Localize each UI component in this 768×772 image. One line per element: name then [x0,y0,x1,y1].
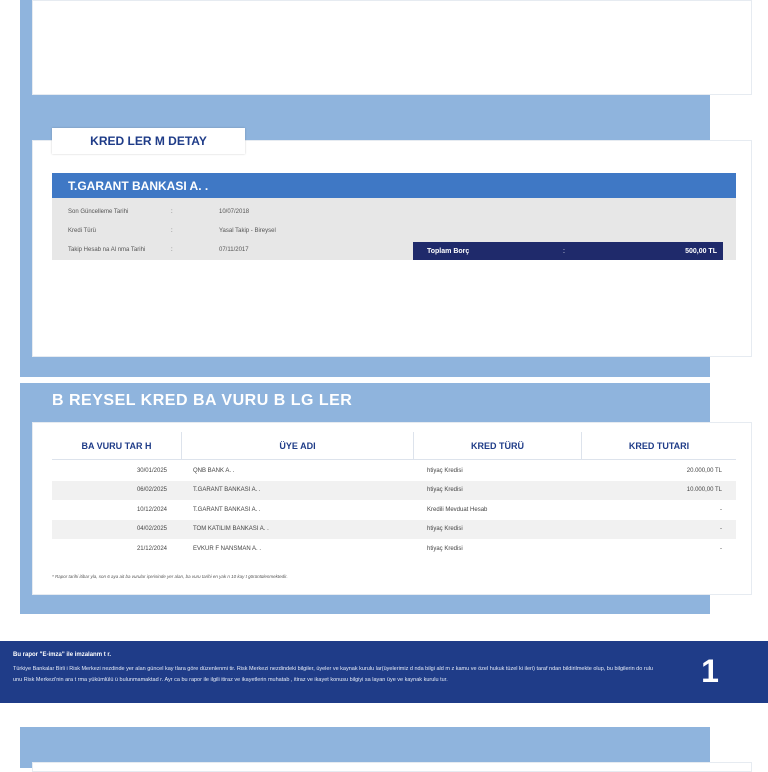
info-value: Yasal Takip - Bireysel [219,228,276,234]
cell-date: 10/12/2024 [136,506,167,513]
cell-member: QNB BANK A. . [193,467,235,474]
applications-table-header [52,432,736,460]
cell-date: 21/12/2024 [136,545,167,552]
cell-type: htiyaç Kredisi [427,487,463,494]
column-header-date: BA VURU TAR H [81,440,152,451]
footer-disclaimer: Türkiye Bankalar Birli i Risk Merkezi nezdinde yer alan güncel kay tlara göre düzenlenmi tir. Risk Merkezi nezdindeki bilgiler, üyeler ve kaynak kurulu lar(üyelerimiz d nda bilgi ald m z kamu ve özel hukuk tüzel ki ileri) taraf ndan bildirilmekte olup, bu bilgilerin do rulu unu Risk Merkezi'nin ara t rma yükümlülü ü bulunmamaktad r. Ayr ca bu rapor ile ilgili itiraz ve ikayetlerin muhatab , itiraz ve ikayet konusu bilgiyi sa layan üye ve kaynak kurulu tur. [13,666,653,683]
cell-member: EVKUR F NANSMAN A. . [193,545,262,552]
cell-type: htiyaç Kredisi [427,467,463,474]
total-debt-colon: : [563,242,573,260]
applications-title: B REYSEL KRED BA VURU B LG LER [52,392,353,409]
cell-type: Kredili Mevduat Hesab [427,506,488,513]
cell-amount: - [720,526,722,533]
table-row [52,481,736,501]
total-debt-label: Toplam Borç [413,242,563,260]
bank-name-bar: T.GARANT BANKASI A. . [52,173,736,198]
info-value: 07/11/2017 [219,247,249,253]
applications-footnote: * Rapor tarihi itibar yla, son 6 aya ait ba vurular içerisinde yer alan, ba vuru tarihi en yak n 10 kay t görüntülenmektedir. [52,574,288,579]
cell-date: 06/02/2025 [136,487,167,494]
total-debt-value: 500,00 TL [573,242,723,260]
table-row [52,500,736,520]
table-row [52,520,736,540]
info-colon: : [171,228,173,234]
e-signature-title: Bu rapor "E-imza" ile imzalanm t r. [13,652,112,658]
cell-date: 04/02/2025 [136,526,167,533]
cell-member: T.GARANT BANKASI A. . [193,506,261,513]
report-footer [0,641,768,703]
table-row [52,539,736,559]
cell-date: 30/01/2025 [136,467,167,474]
page-number: 1 [701,653,719,689]
cell-member: T.GARANT BANKASI A. . [193,487,261,494]
info-value: 10/07/2018 [219,209,250,215]
applications-table-body [52,461,736,559]
info-label: Kredi Türü [68,228,96,234]
cell-amount: 10.000,00 TL [686,487,722,494]
previous-section-card [32,0,752,95]
info-colon: : [171,247,173,253]
cell-amount: - [720,506,722,513]
cell-member: TOM KATILIM BANKASI A. . [193,526,269,533]
info-colon: : [171,209,173,215]
credit-detail-tab-title: KRED LER M DETAY [52,128,245,154]
next-page-card [32,762,752,772]
cell-amount: - [720,545,722,552]
column-header-member: ÜYE ADI [181,432,413,459]
info-label: Son Güncelleme Tarihi [68,209,129,215]
info-label: Takip Hesab na Al nma Tarihi [68,247,146,253]
cell-type: htiyaç Kredisi [427,545,463,552]
cell-type: htiyaç Kredisi [427,526,463,533]
cell-amount: 20.000,00 TL [686,467,722,474]
table-row [52,461,736,481]
column-header-amount: KRED TUTARI [581,432,736,459]
column-header-type: KRED TÜRÜ [413,432,581,459]
